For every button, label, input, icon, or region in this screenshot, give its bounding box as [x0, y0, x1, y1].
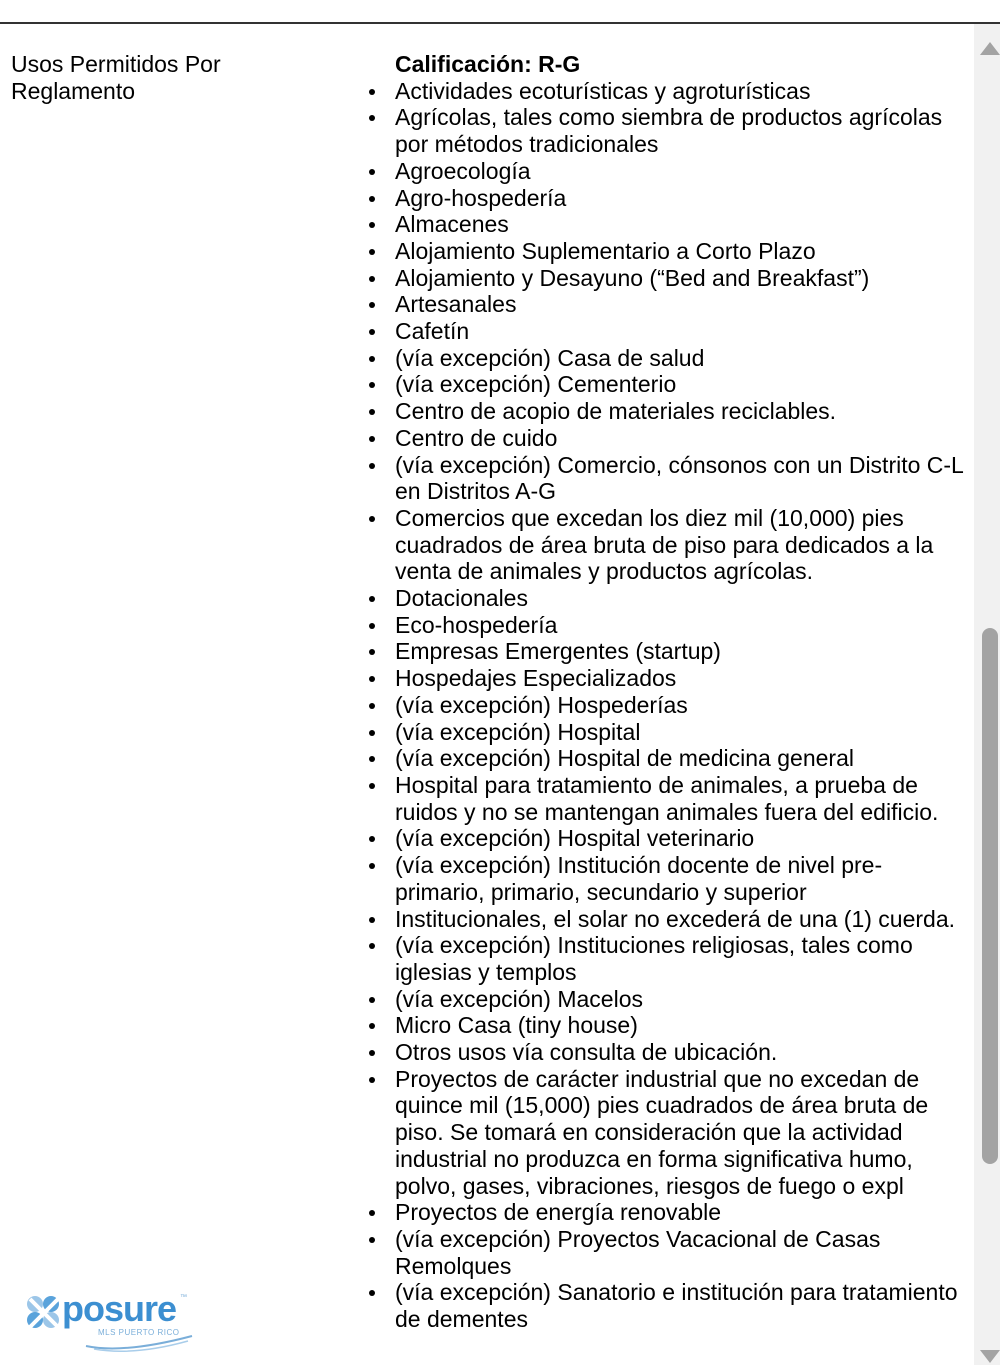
list-item: Empresas Emergentes (startup) — [395, 638, 967, 665]
list-item: Dotacionales — [395, 585, 967, 612]
top-divider — [0, 22, 1000, 24]
logo-wordmark: posure — [62, 1288, 177, 1329]
list-item: Centro de cuido — [395, 425, 967, 452]
list-item: (vía excepción) Hospederías — [395, 692, 967, 719]
list-item: Centro de acopio de materiales reciclables. — [395, 398, 967, 425]
list-item: Comercios que excedan los diez mil (10,000) pies cuadrados de área bruta de piso para dedicados a la venta de animales y productos agrícolas. — [395, 505, 967, 585]
list-item: Agrícolas, tales como siembra de productos agrícolas por métodos tradicionales — [395, 104, 967, 157]
list-item: Proyectos de carácter industrial que no excedan de quince mil (15,000) pies cuadrados de área bruta de piso. Se tomará en consideración que la actividad industrial no produzca en forma significativa humo, polvo, gases, vibraciones, riesgos de fuego o expl — [395, 1066, 967, 1200]
list-item: (vía excepción) Cementerio — [395, 371, 967, 398]
list-item: (vía excepción) Hospital veterinario — [395, 825, 967, 852]
scroll-down-arrow-icon[interactable] — [980, 1350, 1000, 1363]
list-item: Eco-hospedería — [395, 612, 967, 639]
list-item: (vía excepción) Institución docente de nivel pre-primario, primario, secundario y superior — [395, 852, 967, 905]
list-item: Alojamiento Suplementario a Corto Plazo — [395, 238, 967, 265]
list-item: Actividades ecoturísticas y agroturísticas — [395, 78, 967, 105]
logo-mark-icon — [24, 1293, 64, 1333]
zoning-heading: Calificación: R-G — [395, 51, 581, 77]
field-label: Usos Permitidos Por Reglamento — [11, 51, 221, 104]
list-item: (vía excepción) Macelos — [395, 986, 967, 1013]
list-item: Institucionales, el solar no excederá de una (1) cuerda. — [395, 906, 967, 933]
scroll-up-arrow-icon[interactable] — [980, 42, 1000, 55]
permitted-uses-list — [395, 78, 967, 1333]
list-item: Proyectos de energía renovable — [395, 1199, 967, 1226]
list-item: (vía excepción) Hospital — [395, 719, 967, 746]
list-item: (vía excepción) Proyectos Vacacional de Casas Remolques — [395, 1226, 967, 1279]
logo-trademark: ™ — [180, 1294, 187, 1301]
logo-swoosh-icon — [84, 1334, 194, 1352]
vertical-scrollbar[interactable] — [974, 24, 1000, 1365]
list-item: Hospedajes Especializados — [395, 665, 967, 692]
list-item: Micro Casa (tiny house) — [395, 1012, 967, 1039]
logo-subtitle: MLS PUERTO RICO — [98, 1328, 180, 1337]
list-item: Alojamiento y Desayuno (“Bed and Breakfast”) — [395, 265, 967, 292]
list-item: Otros usos vía consulta de ubicación. — [395, 1039, 967, 1066]
scrollbar-thumb[interactable] — [982, 628, 998, 1164]
list-item: (vía excepción) Comercio, cónsonos con un Distrito C-L en Distritos A-G — [395, 452, 967, 505]
list-item: Artesanales — [395, 291, 967, 318]
list-item: (vía excepción) Sanatorio e institución para tratamiento de dementes — [395, 1279, 967, 1332]
list-item: Agro-hospedería — [395, 185, 967, 212]
list-item: (vía excepción) Casa de salud — [395, 345, 967, 372]
permitted-uses-content — [395, 51, 967, 1333]
list-item: Agroecología — [395, 158, 967, 185]
list-item: (vía excepción) Hospital de medicina general — [395, 745, 967, 772]
list-item: Cafetín — [395, 318, 967, 345]
list-item: Hospital para tratamiento de animales, a prueba de ruidos y no se mantengan animales fuera del edificio. — [395, 772, 967, 825]
list-item: (vía excepción) Instituciones religiosas, tales como iglesias y templos — [395, 932, 967, 985]
xposure-logo — [24, 1290, 194, 1354]
list-item: Almacenes — [395, 211, 967, 238]
